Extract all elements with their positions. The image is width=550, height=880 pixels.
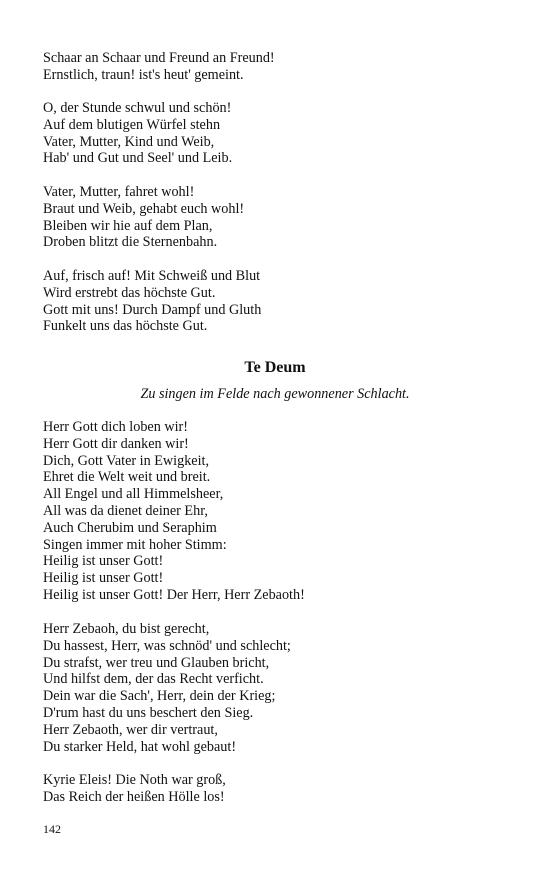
stanza: [43, 184, 523, 251]
verse-line: Schaar an Schaar und Freund an Freund!: [43, 50, 275, 66]
verse-line: Herr Zebaoh, du bist gerecht,: [43, 621, 210, 637]
page-number: 142: [43, 822, 61, 836]
verse-line: Auf, frisch auf! Mit Schweiß und Blut: [43, 268, 261, 284]
verse-line: All Engel und all Himmelsheer,: [43, 486, 224, 503]
verse-line: Heilig ist unser Gott!: [43, 553, 164, 570]
verse-line: Heilig ist unser Gott! Der Herr, Herr Zebaoth!: [43, 586, 305, 603]
verse-line: Dein war die Sach', Herr, dein der Krieg;: [43, 688, 276, 705]
verse-line: Droben blitzt die Sternenbahn.: [43, 234, 218, 251]
verse-line: Braut und Weib, gehabt euch wohl!: [43, 200, 245, 217]
verse-line: Wird erstrebt das höchste Gut.: [43, 284, 216, 301]
verse-line: Kyrie Eleis! Die Noth war groß,: [43, 772, 226, 788]
verse-line: All was da dienet deiner Ehr,: [43, 502, 208, 519]
poem-title: Te Deum: [244, 359, 306, 376]
verse-line: Und hilfst dem, der das Recht verficht.: [43, 671, 264, 688]
verse-line: Herr Gott dir danken wir!: [43, 435, 189, 452]
stanza: [43, 621, 523, 755]
verse-line: Das Reich der heißen Hölle los!: [43, 788, 225, 805]
verse-line: Auch Cherubim und Seraphim: [43, 519, 217, 536]
verse-line: O, der Stunde schwul und schön!: [43, 100, 232, 116]
verse-line: Heilig ist unser Gott!: [43, 570, 164, 587]
stanza: [43, 772, 523, 806]
verse-line: Dich, Gott Vater in Ewigkeit,: [43, 452, 210, 469]
verse-line: Gott mit uns! Durch Dampf und Gluth: [43, 301, 262, 318]
verse-line: Vater, Mutter, fahret wohl!: [43, 184, 195, 200]
verse-line: Ernstlich, traun! ist's heut' gemeint.: [43, 66, 244, 83]
verse-line: Du strafst, wer treu und Glauben bricht,: [43, 654, 270, 671]
stanza: [43, 268, 523, 335]
verse-line: Vater, Mutter, Kind und Weib,: [43, 133, 215, 150]
verse-line: Ehret die Welt weit und breit.: [43, 469, 211, 486]
verse-line: Auf dem blutigen Würfel stehn: [43, 116, 221, 133]
stanza: [43, 50, 523, 84]
verse-line: Bleiben wir hie auf dem Plan,: [43, 217, 213, 234]
verse-line: Herr Gott dich loben wir!: [43, 419, 188, 435]
poem-subtitle: Zu singen im Felde nach gewonnener Schlacht.: [140, 386, 410, 402]
verse-line: Du hassest, Herr, was schnöd' und schlecht;: [43, 637, 291, 654]
verse-line: D'rum hast du uns beschert den Sieg.: [43, 704, 254, 721]
stanza: [43, 419, 523, 604]
verse-line: Herr Zebaoth, wer dir vertraut,: [43, 721, 218, 738]
verse-line: Singen immer mit hoher Stimm:: [43, 536, 227, 553]
stanza: [43, 100, 523, 167]
verse-line: Du starker Held, hat wohl gebaut!: [43, 738, 237, 755]
verse-line: Hab' und Gut und Seel' und Leib.: [43, 150, 233, 167]
verse-line: Funkelt uns das höchste Gut.: [43, 318, 208, 335]
